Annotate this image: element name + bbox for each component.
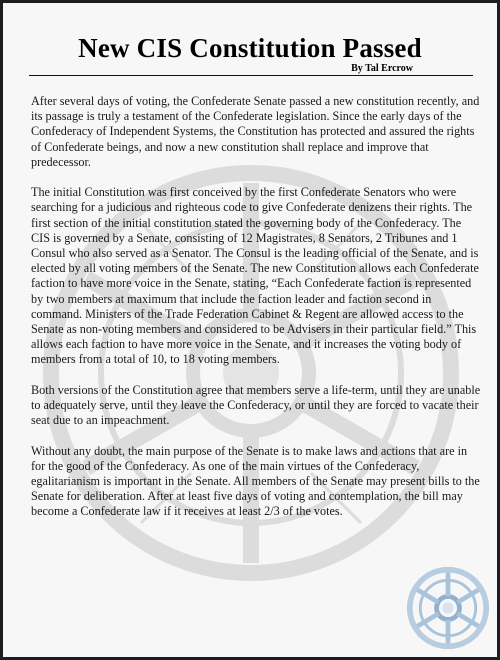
cis-emblem-logo-icon [405, 565, 491, 651]
article-headline: New CIS Constitution Passed [78, 33, 422, 63]
article-paragraph: Without any doubt, the main purpose of the Senate is to make laws and actions that are in for the good of the Confederacy. As one of the main virtues of the Confederacy, egalitarianism is important in the Senate. All members of the Senate may present bills to the Senate for deliberation. After at least five days of voting and contemplation, the bill may become a Confederate law if it receives at least 2/3 of the votes. [31, 443, 480, 519]
article-page [3, 3, 497, 657]
article-paragraph: After several days of voting, the Confederate Senate passed a new constitution recently, and its passage is truly a testament of the Confederate legislation. Since the early days of the Confederacy of Independent Systems, the Constitution has protected and assured the rights of Confederate beings, and now a new constitution shall replace and improve that predecessor. [31, 94, 480, 169]
article-byline: By Tal Ercrow [351, 63, 413, 74]
headline-divider [29, 75, 473, 76]
article-paragraph: Both versions of the Constitution agree that members serve a life-term, until they are unable to adequately serve, until they leave the Confederacy, or until they are forced to vacate their seat due to an impeachment. [31, 382, 481, 428]
article-body [31, 94, 481, 535]
article-paragraph: The initial Constitution was first conceived by the first Confederate Senators who were searching for a judicious and righteous code to give Confederate denizens their rights. The first section of the initial constitution stated the governing body of the Confederacy. The CIS is governed by a Senate, consisting of 12 Magistrates, 8 Senators, 2 Tribunes and 1 Consul who also served as a Senator. The Consul is the leading official of the Senate, and is elected by all voting members of the Senate. The new Constitution allows each Confederate faction to have more voice in the Senate, stating, “Each Confederate faction is represented by two members at maximum that include the faction leader and faction second in command. Ministers of the Trade Federation Cabinet & Regent are allowed access to the Senate as non-voting members and considered to be Advisers in their particular field.” This allows each faction to have more voice in the Senate, and it increases the voting body of members from a total of 10, to 18 voting members. [31, 185, 479, 367]
